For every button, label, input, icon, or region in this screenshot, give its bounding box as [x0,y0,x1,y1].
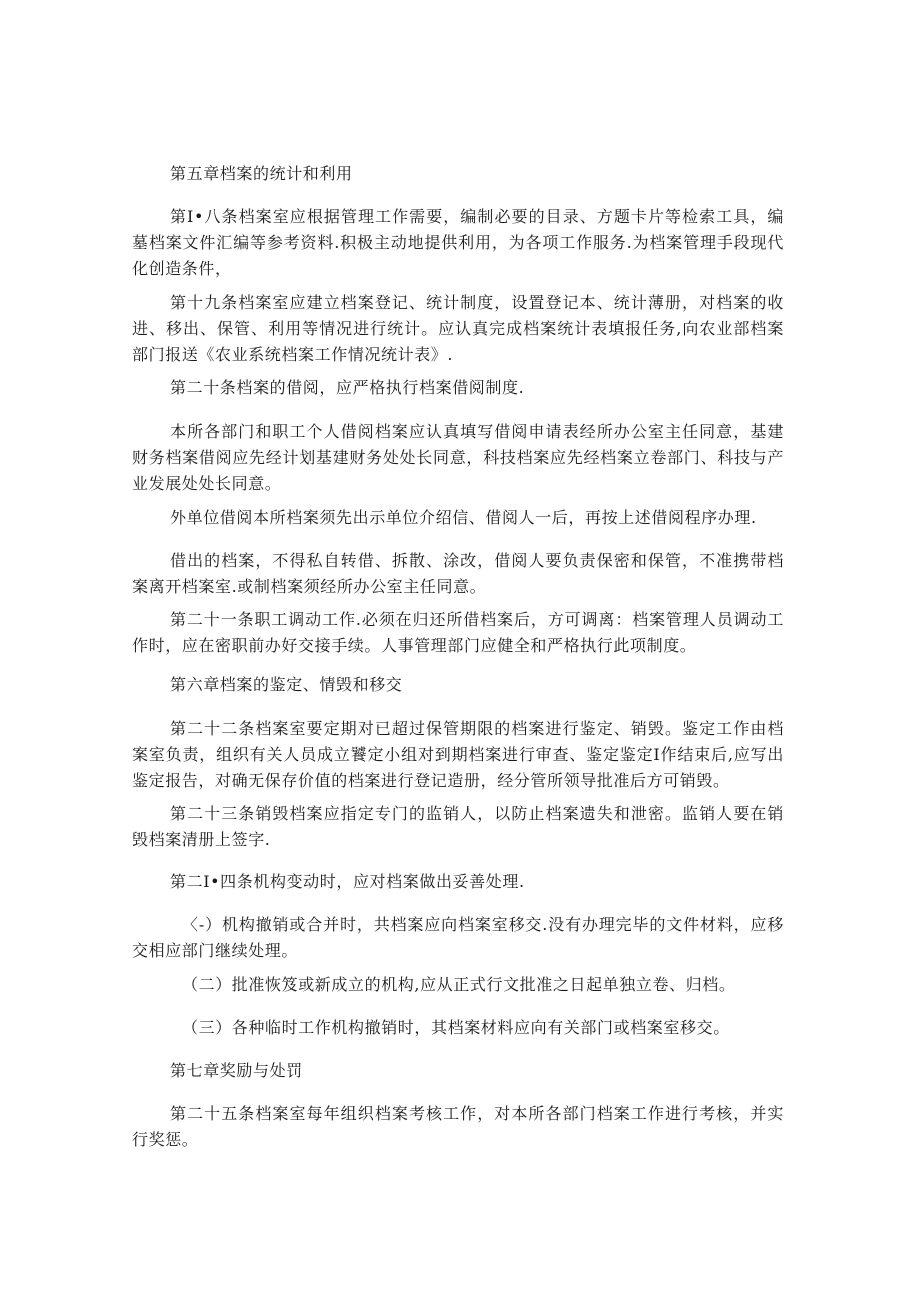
chapter-heading-5: 第五章档案的统计和利用 [170,164,353,183]
article-20: 第二十条档案的借阅，应严格执行档案借阅制度. [170,378,525,397]
article-21: 第二十一条职工调动工作.必须在归还所借档案后，方可调离：档案管理人员调动工作时，应在密职前办好交接手续。人事管理部门应健全和严格执行此项制度。 [132,610,784,655]
article-24: 第二I•四条机构变动时，应对档案做出妥善处理. [170,872,525,891]
chapter-heading-7: 第七章奖励与处罚 [170,1061,303,1080]
article-20-external-borrowing: 外单位借阅本所档案须先出示单位介绍信、借阅人一后，再按上述借阅程序办理. [170,508,757,527]
article-20-internal-borrowing: 本所各部门和职工个人借阅档案应认真填写借阅申请表经所办公室主任同意，基建财务档案借阅应先经计划基建财务处处长同意，科技档案应先经档案立卷部门、科技与产业发展处处长同意。 [132,422,784,493]
article-20-borrowed-archives: 借出的档案，不得私自转借、拆散、涂改，借阅人要负责保密和保管，不准携带档案离开档案室.或制档案须经所办公室主任同意。 [132,551,784,596]
article-19: 第十九条档案室应建立档案登记、统计制度，设置登记本、统计薄册，对档案的收进、移出、保管、利用等情况进行统计。应认真完成档案统计表填报任务,向农业部档案部门报送《农业系统档案工作情况统计表》. [132,293,784,364]
article-25: 第二十五条档案室每年组织档案考核工作，对本所各部门档案工作进行考核，并实行奖惩。 [132,1104,784,1149]
article-24-item-3: （三）各种临时工作机构撤销时，其档案材料应向有关部门或档案室移交。 [182,1018,730,1037]
chapter-heading-6: 第六章档案的鉴定、情毁和移交 [170,675,403,694]
article-24-item-1: 〈-）机构撤销或合并时，共档案应向档案室移交.没有办理完毕的文件材料，应移交相应部门继续处理。 [132,915,784,960]
article-18: 第I•八条档案室应根据管理工作需要，编制必要的目录、方题卡片等检索工具，编墓档案文件汇编等参考资料.积极主动地提供利用，为各项工作服务.为档案管理手段现代化创造条件， [132,207,784,278]
article-22: 第二十二条档案室要定期对已超过保管期限的档案进行鉴定、销毁。鉴定工作由档案室负责，组织有关人员成立饕定小组对到期档案进行审查、鉴定鉴定I作结束后,应写出鉴定报告，对确无保存价值的档案进行登记造册，经分管所领导批准后方可销毁。 [132,719,784,790]
article-23: 第二十三条销毁档案应指定专门的监销人，以防止档案遗失和泄密。监销人要在销毁档案清册上签字. [132,804,784,849]
article-24-item-2: （二）批准恢笈或新成立的机构,应从正式行文批准之日起单独立卷、归档。 [182,975,736,994]
